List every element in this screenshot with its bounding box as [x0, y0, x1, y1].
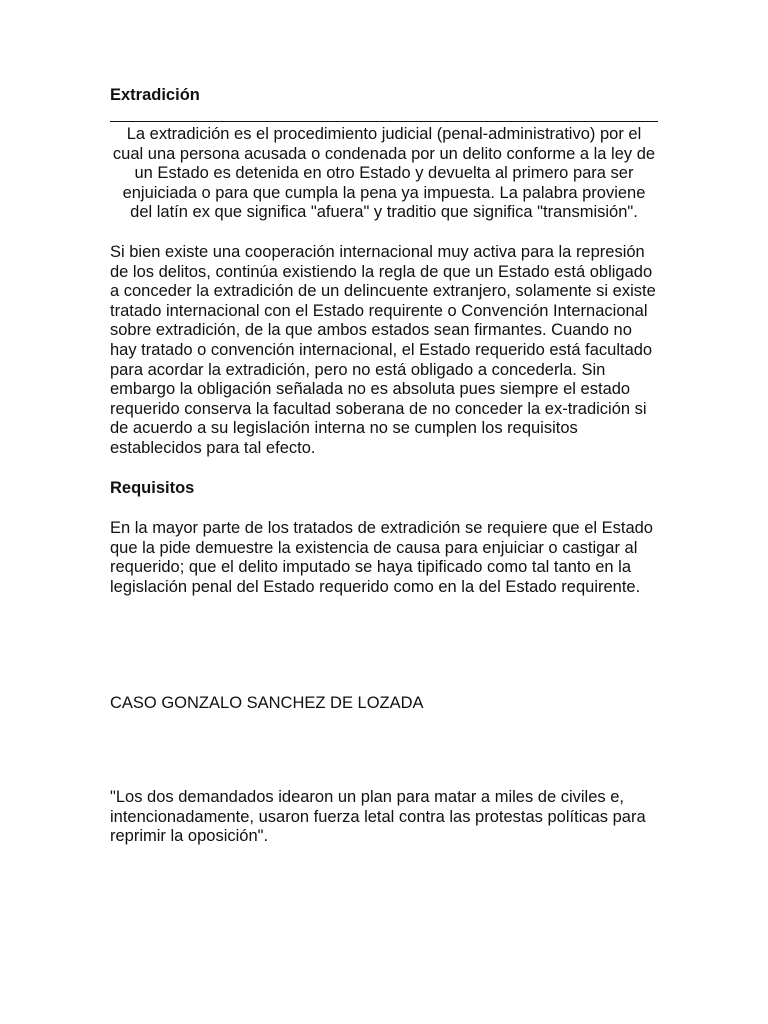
section-heading-requisitos: Requisitos	[110, 478, 195, 497]
document-title: Extradición	[110, 86, 200, 104]
title-divider	[110, 121, 658, 122]
body-paragraph-requisitos: En la mayor parte de los tratados de extradición se requiere que el Estado que la pide demuestre la existencia de causa para enjuiciar o castigar al requerido; que el delito imputado se haya tipificado como tal tanto en la legislación penal del Estado requerido como en la del Estado requirente.	[110, 519, 653, 596]
case-title: CASO GONZALO SANCHEZ DE LOZADA	[110, 694, 424, 712]
case-quote: "Los dos demandados idearon un plan para matar a miles de civiles e, intencionadamente, usaron fuerza letal contra las protestas políticas para reprimir la oposición".	[110, 788, 646, 846]
body-paragraph-cooperation: Si bien existe una cooperación internacional muy activa para la represión de los delitos, continúa existiendo la regla de que un Estado está obligado a conceder la extradición de un delincuente extranjero, solamente si existe tratado internacional con el Estado requirente o Convención Internacional sobre extradición, de la que ambos estados sean firmantes. Cuando no hay tratado o convención internacional, el Estado requerido está facultado para acordar la extradición, pero no está obligado a concederla. Sin embargo la obligación señalada no es absoluta pues siempre el estado requerido conserva la facultad soberana de no conceder la ex-tradición si de acuerdo a su legislación interna no se cumplen los requisitos establecidos para tal efecto.	[110, 242, 656, 457]
intro-paragraph: La extradición es el procedimiento judicial (penal-administrativo) por el cual una persona acusada o condenada por un delito conforme a la ley de un Estado es detenida en otro Estado y devuelta al primero para ser enjuiciada o para que cumpla la pena ya impuesta. La palabra proviene del latín ex que significa "afuera" y traditio que significa "transmisión".	[112, 125, 656, 222]
document-page	[110, 86, 658, 846]
